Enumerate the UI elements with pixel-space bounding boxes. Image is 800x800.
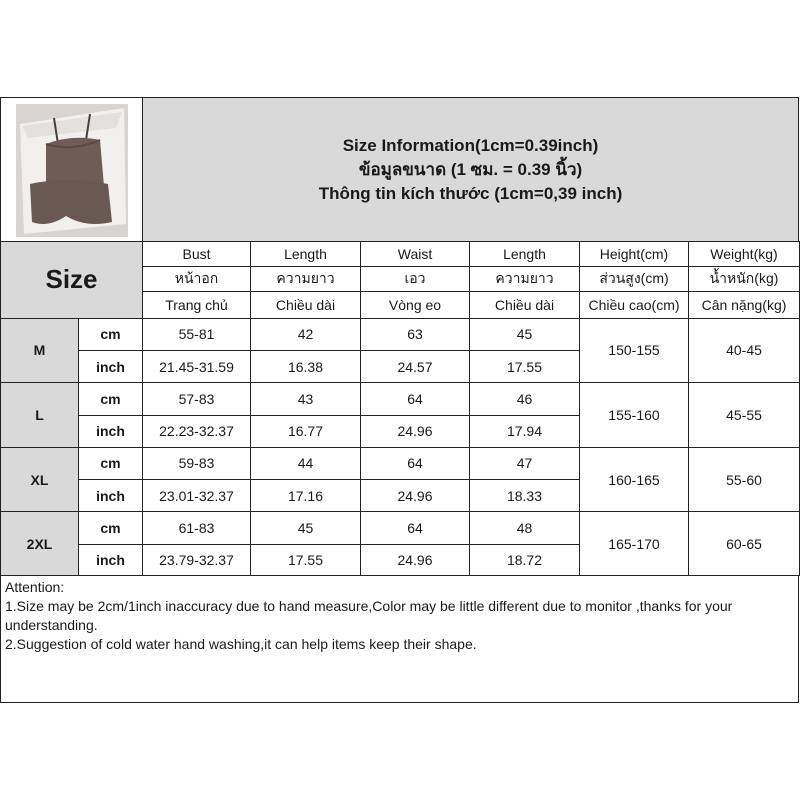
length-value: 44 <box>251 447 361 479</box>
unit-inch: inch <box>79 350 143 382</box>
col-weight-vi: Cân nặng(kg) <box>689 292 800 318</box>
table-row <box>1 447 800 479</box>
length2-value: 46 <box>470 383 580 415</box>
waist-value: 64 <box>361 383 470 415</box>
size-cell-xl: XL <box>1 447 79 512</box>
table-row <box>1 318 800 350</box>
col-length2-en: Length <box>470 242 580 267</box>
col-length-th: ความยาว <box>251 267 361 292</box>
bust-value: 61-83 <box>143 512 251 544</box>
height-value: 155-160 <box>580 383 689 448</box>
waist-value: 24.96 <box>361 480 470 512</box>
header-english: Size Information(1cm=0.39inch) <box>342 135 599 155</box>
col-height-th: ส่วนสูง(cm) <box>580 267 689 292</box>
col-length-vi: Chiều dài <box>251 292 361 318</box>
weight-value: 45-55 <box>689 383 800 448</box>
size-cell-m: M <box>1 318 79 383</box>
waist-value: 24.57 <box>361 350 470 382</box>
size-table <box>0 241 800 576</box>
col-bust-en: Bust <box>143 242 251 267</box>
length-value: 17.55 <box>251 544 361 575</box>
attention-notes <box>0 575 799 703</box>
waist-value: 24.96 <box>361 415 470 447</box>
col-weight-en: Weight(kg) <box>689 242 800 267</box>
unit-cm: cm <box>79 383 143 415</box>
size-label-cell <box>1 242 143 319</box>
col-waist-en: Waist <box>361 242 470 267</box>
notes-title: Attention: <box>5 579 65 595</box>
weight-value: 55-60 <box>689 447 800 512</box>
col-length-en: Length <box>251 242 361 267</box>
waist-value: 24.96 <box>361 544 470 575</box>
weight-value: 60-65 <box>689 512 800 576</box>
length-value: 17.16 <box>251 480 361 512</box>
length-value: 16.38 <box>251 350 361 382</box>
waist-value: 63 <box>361 318 470 350</box>
header-thai: ข้อมูลขนาด (1 ซม. = 0.39 นิ้ว) <box>358 159 583 179</box>
table-row <box>1 383 800 415</box>
length2-value: 45 <box>470 318 580 350</box>
col-bust-th: หน้าอก <box>143 267 251 292</box>
weight-value: 40-45 <box>689 318 800 383</box>
bust-value: 21.45-31.59 <box>143 350 251 382</box>
unit-cm: cm <box>79 318 143 350</box>
unit-inch: inch <box>79 415 143 447</box>
bust-value: 55-81 <box>143 318 251 350</box>
waist-value: 64 <box>361 447 470 479</box>
col-waist-vi: Vòng eo <box>361 292 470 318</box>
col-length2-th: ความยาว <box>470 267 580 292</box>
size-label: Size <box>45 264 98 295</box>
length2-value: 18.33 <box>470 480 580 512</box>
length2-value: 47 <box>470 447 580 479</box>
product-photo-cell <box>0 97 143 242</box>
table-row <box>1 512 800 544</box>
bust-value: 57-83 <box>143 383 251 415</box>
bust-value: 23.01-32.37 <box>143 480 251 512</box>
size-cell-l: L <box>1 383 79 448</box>
col-length2-vi: Chiều dài <box>470 292 580 318</box>
size-cell-2xl: 2XL <box>1 512 79 576</box>
height-value: 165-170 <box>580 512 689 576</box>
size-info-header <box>142 97 799 242</box>
length2-value: 48 <box>470 512 580 544</box>
unit-cm: cm <box>79 447 143 479</box>
unit-cm: cm <box>79 512 143 544</box>
column-header-row-en <box>1 242 800 267</box>
unit-inch: inch <box>79 480 143 512</box>
col-weight-th: น้ำหนัก(kg) <box>689 267 800 292</box>
length-value: 16.77 <box>251 415 361 447</box>
bust-value: 22.23-32.37 <box>143 415 251 447</box>
length2-value: 17.55 <box>470 350 580 382</box>
bust-value: 59-83 <box>143 447 251 479</box>
length2-value: 18.72 <box>470 544 580 575</box>
col-waist-th: เอว <box>361 267 470 292</box>
height-value: 160-165 <box>580 447 689 512</box>
length-value: 43 <box>251 383 361 415</box>
size-chart <box>0 97 799 703</box>
length2-value: 17.94 <box>470 415 580 447</box>
bust-value: 23.79-32.37 <box>143 544 251 575</box>
header-vietnamese: Thông tin kích thước (1cm=0,39 inch) <box>318 183 623 203</box>
col-bust-vi: Trang chủ <box>143 292 251 318</box>
col-height-vi: Chiều cao(cm) <box>580 292 689 318</box>
product-photo <box>16 104 128 237</box>
unit-inch: inch <box>79 544 143 575</box>
length-value: 45 <box>251 512 361 544</box>
notes-line-2: 2.Suggestion of cold water hand washing,it can help items keep their shape. <box>5 636 477 652</box>
notes-line-1: 1.Size may be 2cm/1inch inaccuracy due to hand measure,Color may be little different due to monitor ,thanks for your understanding. <box>5 598 733 633</box>
length-value: 42 <box>251 318 361 350</box>
col-height-en: Height(cm) <box>580 242 689 267</box>
height-value: 150-155 <box>580 318 689 383</box>
waist-value: 64 <box>361 512 470 544</box>
